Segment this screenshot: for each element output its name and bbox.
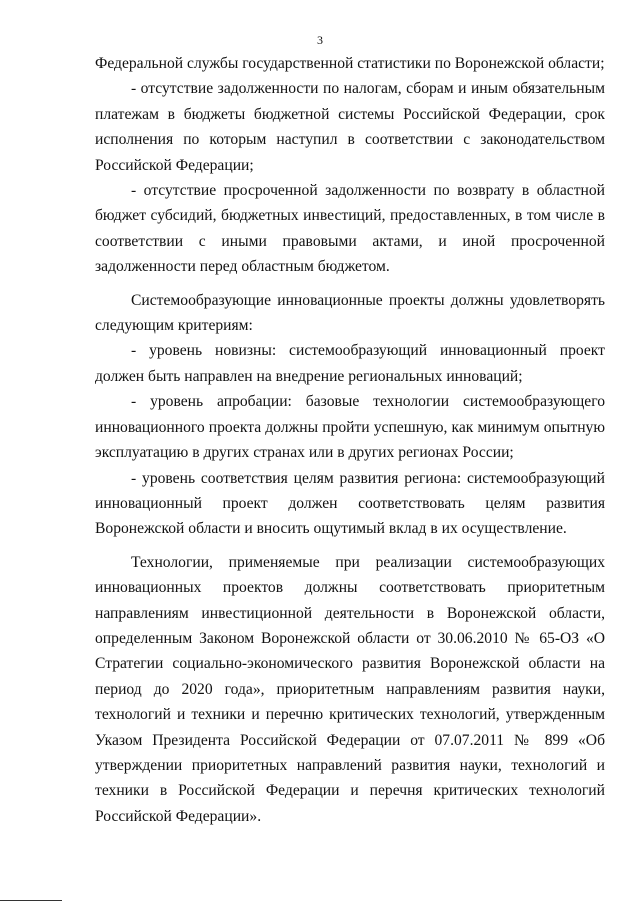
footnote-divider [0, 900, 62, 901]
criterion-regional-goals: - уровень соответствия целям развития региона: системообразующий инновационный проект должен соответствовать целям развития Воронежской области и вносить ощутимый вклад в их осуществление. [95, 469, 605, 538]
list-item-no-tax-debt: - отсутствие задолженности по налогам, сборам и иным обязательным платежам в бюджеты бюджетной системы Российской Федерации, срок исполнения по которым наступил в соответствии с законодательством Российской Федерации; [95, 80, 605, 174]
criteria-intro-paragraph: Системообразующие инновационные проекты должны удовлетворять следующим критериям: [95, 291, 605, 335]
document-body [95, 51, 605, 829]
list-item-no-overdue-debt: - отсутствие просроченной задолженности по возврату в областной бюджет субсидий, бюджетных инвестиций, предоставленных, в том числе в соответствии с иными правовыми актами, и иной просроченной задолженности перед областным бюджетом. [95, 182, 605, 276]
criterion-approbation: - уровень апробации: базовые технологии системообразующего инновационного проекта должны пройти успешную, как минимум опытную эксплуатацию в других странах или в других регионах России; [95, 393, 605, 462]
criterion-novelty: - уровень новизны: системообразующий инновационный проект должен быть направлен на внедрение региональных инноваций; [95, 342, 605, 385]
technologies-paragraph: Технологии, применяемые при реализации системообразующих инновационных проектов должны соответствовать приоритетным направлениям инвестиционной деятельности в Воронежской области, определенным Законом Воронежской области от 30.06.2010 № 65-ОЗ «О Стратегии социально-экономического развития Воронежской области на период до 2020 года», приоритетным направлениям развития науки, технологий и техники и перечню критических технологий, утвержденным Указом Президента Российской Федерации от 07.07.2011 № 899 «Об утверждении приоритетных направлений развития науки, технологий и техники в Российской Федерации и перечня критических технологий Российской Федерации». [95, 553, 605, 825]
page-number: 3 [317, 33, 323, 47]
paragraph-continuation: Федеральной службы государственной статистики по Воронежской области; [95, 55, 605, 72]
